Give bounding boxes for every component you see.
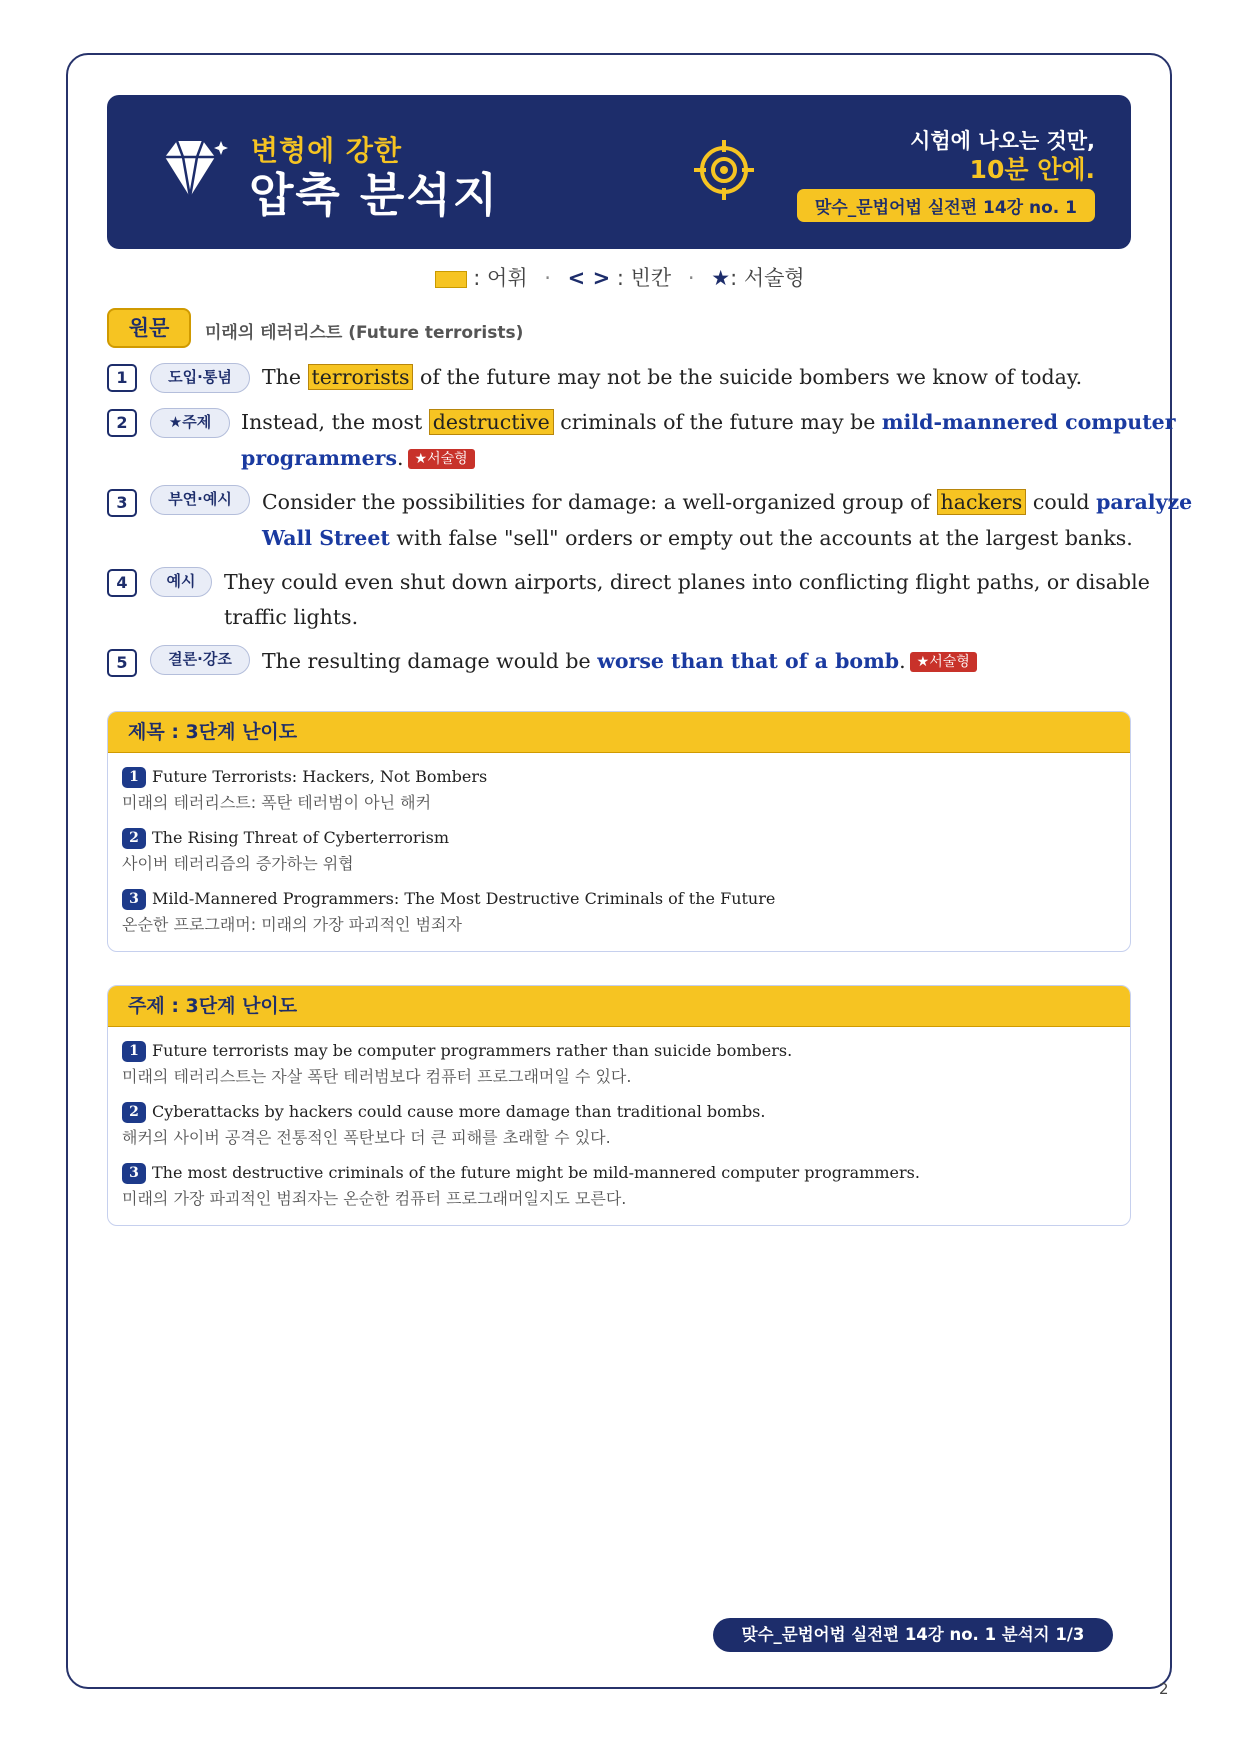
blank-phrase: mild-mannered computer <box>881 410 1176 434</box>
sentence-number: 4 <box>107 569 137 597</box>
sentence-3 <box>262 484 1192 520</box>
sentence-role-tag: 도입·통념 <box>150 363 250 393</box>
sentence-role-tag: 부연·예시 <box>150 485 250 515</box>
sentence-2 <box>241 404 1176 440</box>
vocab-highlight: hackers <box>937 489 1027 515</box>
option-english: Cyberattacks by hackers could cause more damage than traditional bombs. <box>152 1102 766 1121</box>
target-icon <box>692 138 756 202</box>
option-english: The most destructive criminals of the future might be mild-mannered computer programmers. <box>152 1163 920 1182</box>
option-korean: 사이버 테러리즘의 증가하는 위협 <box>122 854 354 873</box>
option-number: 1 <box>122 1041 146 1062</box>
option-number: 3 <box>122 889 146 910</box>
theme-box-heading: 주제 : 3단계 난이도 <box>108 986 1130 1027</box>
sentence-text: criminals of the future may be <box>553 410 882 434</box>
page-number: 2 <box>1159 1680 1169 1698</box>
header-title: 압축 분석지 <box>249 168 500 222</box>
legend-vocab: : 어휘 <box>473 266 528 290</box>
option-korean: 미래의 테러리스트는 자살 폭탄 테러범보다 컴퓨터 프로그래머일 수 있다. <box>122 1067 632 1086</box>
sentence-number: 3 <box>107 489 137 517</box>
option-english: Future Terrorists: Hackers, Not Bombers <box>152 767 488 786</box>
legend-separator: · <box>687 266 695 290</box>
sentence-role-tag: 결론·강조 <box>150 645 250 675</box>
sentence-text: . <box>397 446 404 470</box>
theme-options-box <box>107 985 1131 1226</box>
list-item <box>122 1039 1130 1089</box>
header-subtitle: 변형에 강한 <box>251 134 402 167</box>
sentence-3-cont <box>262 520 1133 556</box>
legend-blank: : 빈칸 <box>616 266 672 290</box>
option-korean: 미래의 가장 파괴적인 범죄자는 온순한 컴퓨터 프로그래머일지도 모른다. <box>122 1189 627 1208</box>
original-badge: 원문 <box>107 308 191 348</box>
header-tagline-accent: 10분 안에. <box>969 155 1095 184</box>
blank-phrase: paralyze <box>1096 490 1193 514</box>
sentence-text: Instead, the most <box>241 410 429 434</box>
blank-phrase: worse than that of a bomb <box>597 649 900 673</box>
sentence-text: The resulting damage would be <box>262 649 598 673</box>
sentence-role-tag: ★주제 <box>150 408 230 438</box>
header-tagline: 시험에 나오는 것만, <box>910 129 1095 153</box>
sentence-role-tag: 예시 <box>150 567 212 597</box>
option-number: 2 <box>122 828 146 849</box>
list-item <box>122 826 1130 876</box>
vocab-highlight: destructive <box>429 409 554 435</box>
writing-question-tag: ★서술형 <box>910 652 977 672</box>
option-english: Future terrorists may be computer programmers rather than suicide bombers. <box>152 1041 793 1060</box>
sentence-number: 1 <box>107 364 137 392</box>
lesson-badge: 맞수_문법어법 실전편 14강 no. 1 <box>797 189 1095 222</box>
sentence-1 <box>262 359 1082 395</box>
sentence-number: 2 <box>107 409 137 437</box>
sentence-5 <box>262 643 977 679</box>
option-korean: 미래의 테러리스트: 폭탄 테러범이 아닌 해커 <box>122 793 432 812</box>
header-banner <box>107 95 1131 249</box>
blank-phrase: programmers <box>241 446 397 470</box>
option-number: 3 <box>122 1163 146 1184</box>
sentence-text: The <box>262 365 308 389</box>
vocab-swatch-icon <box>435 271 467 288</box>
legend-writing: : 서술형 <box>730 266 805 290</box>
star-icon: ★ <box>711 266 731 290</box>
legend-separator: · <box>544 266 551 290</box>
list-item <box>122 1100 1130 1150</box>
option-number: 1 <box>122 767 146 788</box>
sentence-4: They could even shut down airports, direct planes into conflicting flight paths, or disable <box>224 570 1150 594</box>
sentence-text: . <box>899 649 906 673</box>
list-item <box>122 1161 1130 1211</box>
vocab-highlight: terrorists <box>308 364 414 390</box>
sentence-2-cont <box>241 440 475 476</box>
angle-brackets-icon: < > <box>567 266 611 290</box>
option-korean: 해커의 사이버 공격은 전통적인 폭탄보다 더 큰 피해를 초래할 수 있다. <box>122 1128 611 1147</box>
sentence-text: Consider the possibilities for damage: a well-organized group of <box>262 490 937 514</box>
writing-question-tag: ★서술형 <box>408 449 475 469</box>
passage-title: 미래의 테러리스트 (Future terrorists) <box>205 323 524 343</box>
legend <box>0 262 1240 292</box>
footer-badge: 맞수_문법어법 실전편 14강 no. 1 분석지 1/3 <box>713 1618 1113 1652</box>
list-item <box>122 887 1130 937</box>
option-korean: 온순한 프로그래머: 미래의 가장 파괴적인 범죄자 <box>122 915 462 934</box>
diamond-icon <box>157 135 231 205</box>
sentence-text: of the future may not be the suicide bombers we know of today. <box>413 365 1083 389</box>
sentence-text: with false "sell" orders or empty out the accounts at the largest banks. <box>389 526 1133 550</box>
sentence-text: could <box>1026 490 1097 514</box>
title-box-heading: 제목 : 3단계 난이도 <box>108 712 1130 753</box>
option-english: Mild-Mannered Programmers: The Most Destructive Criminals of the Future <box>152 889 776 908</box>
sentence-4-cont: traffic lights. <box>224 605 359 629</box>
blank-phrase: Wall Street <box>262 526 390 550</box>
title-options-box <box>107 711 1131 952</box>
sentence-number: 5 <box>107 649 137 677</box>
option-english: The Rising Threat of Cyberterrorism <box>152 828 450 847</box>
option-number: 2 <box>122 1102 146 1123</box>
list-item <box>122 765 1130 815</box>
